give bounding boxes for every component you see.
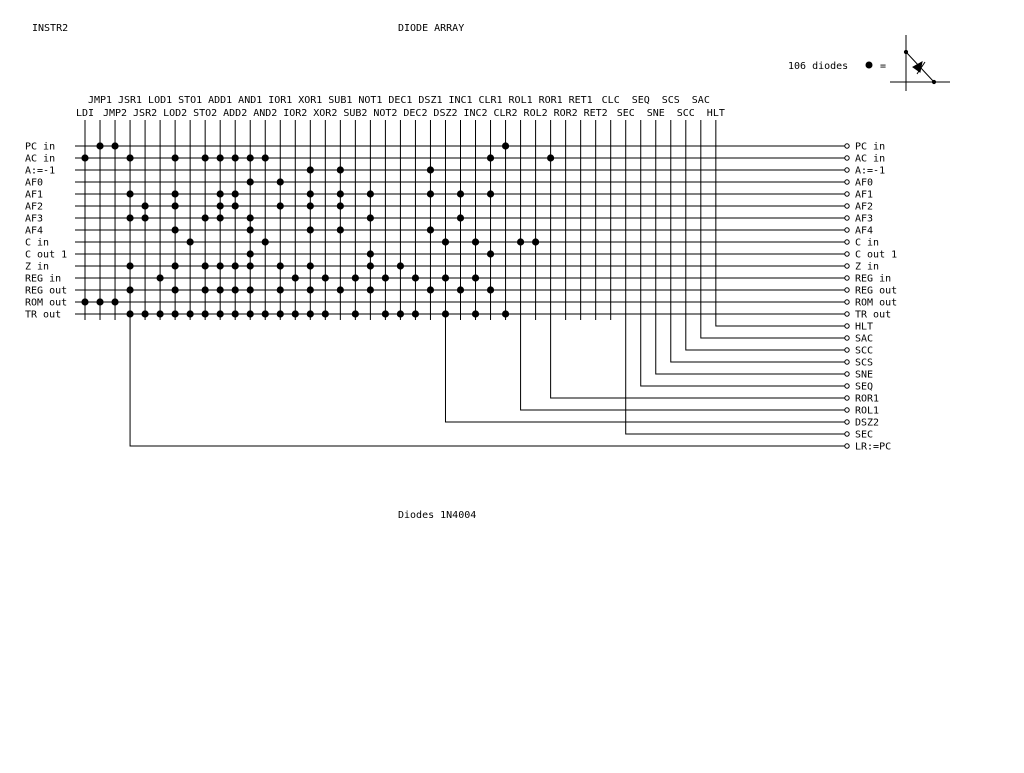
diode-clr2-tr-out	[502, 310, 509, 317]
terminal-af2	[845, 204, 849, 208]
row-label-left-z-in: Z in	[25, 261, 50, 273]
diode-not1-af1	[367, 190, 374, 197]
row-label-right-af4: AF4	[855, 225, 874, 237]
diode-xor1-reg-out	[307, 286, 314, 293]
extra-label-lr-pc: LR:=PC	[855, 441, 892, 453]
diode-xor1-af1	[307, 190, 314, 197]
extra-label-scc: SCC	[855, 345, 874, 357]
diode-dec2-reg-in	[412, 274, 419, 281]
diode-sto2-tr-out	[202, 310, 209, 317]
diode-jmp2-pc-in	[111, 142, 118, 149]
terminal-af4	[845, 228, 849, 232]
diode-clr1-ac-in	[487, 154, 494, 161]
diode-lod1-reg-in	[157, 274, 164, 281]
row-label-right-tr-out: TR out	[855, 309, 892, 321]
column-label-scs: SCS	[661, 95, 680, 106]
column-label-and1: AND1	[238, 95, 263, 106]
diode-sub1-a-1	[337, 166, 344, 173]
row-label-left-af3: AF3	[25, 213, 44, 225]
diode-dsz1-af1	[427, 190, 434, 197]
row-label-right-af1: AF1	[855, 189, 874, 201]
column-label-seq: SEQ	[631, 95, 650, 106]
diode-xor1-af2	[307, 202, 314, 209]
terminal-rom-out	[845, 300, 849, 304]
diode-jmp1-rom-out	[96, 298, 103, 305]
row-label-left-c-in: C in	[25, 237, 50, 249]
diode-jmp2-rom-out	[111, 298, 118, 305]
diode-sub1-af1	[337, 190, 344, 197]
diode-jsr2-af3	[141, 214, 148, 221]
diode-add1-af1	[217, 190, 224, 197]
diode-add1-reg-out	[217, 286, 224, 293]
diode-rol1-c-in	[517, 238, 524, 245]
diode-and1-c-out-1	[247, 250, 254, 257]
column-label-clc: CLC	[601, 95, 620, 106]
diode-sto2-reg-out	[202, 286, 209, 293]
diode-add1-af3	[217, 214, 224, 221]
row-label-left-reg-out: REG out	[25, 285, 68, 297]
column-label-sne: SNE	[646, 108, 665, 119]
terminal-pc-in	[845, 144, 849, 148]
terminal-c-in	[845, 240, 849, 244]
diode-dsz1-a-1	[427, 166, 434, 173]
diode-jsr1-z-in	[126, 262, 133, 269]
row-label-right-c-out-1: C out 1	[855, 249, 898, 261]
diode-lod2-af1	[172, 190, 179, 197]
diode-sub1-af4	[337, 226, 344, 233]
diode-sub2-tr-out	[352, 310, 359, 317]
terminal-a-1	[845, 168, 849, 172]
row-label-right-af0: AF0	[855, 177, 874, 189]
terminal-extra-lr-pc	[845, 444, 849, 448]
diode-ldi-ac-in	[81, 154, 88, 161]
diode-and1-af3	[247, 214, 254, 221]
diode-inc2-reg-in	[472, 274, 479, 281]
diode-xor2-reg-in	[322, 274, 329, 281]
legend-dot	[866, 62, 873, 69]
diode-xor1-af4	[307, 226, 314, 233]
row-label-right-a-1: A:=-1	[855, 165, 886, 177]
diode-and2-tr-out	[262, 310, 269, 317]
diode-and1-reg-out	[247, 286, 254, 293]
diode-xor2-tr-out	[322, 310, 329, 317]
diode-ior1-af0	[277, 178, 284, 185]
diode-lod2-tr-out	[172, 310, 179, 317]
column-label-ror1: ROR1	[538, 95, 563, 106]
diode-jsr1-reg-out	[126, 286, 133, 293]
row-label-left-c-out-1: C out 1	[25, 249, 68, 261]
extra-label-hlt: HLT	[855, 321, 874, 333]
column-label-jmp1: JMP1	[87, 95, 113, 106]
diode-ior1-z-in	[277, 262, 284, 269]
extra-label-scs: SCS	[855, 357, 874, 369]
column-label-sto1: STO1	[178, 95, 203, 106]
diode-inc1-af1	[457, 190, 464, 197]
diode-xor1-z-in	[307, 262, 314, 269]
diode-add2-reg-out	[232, 286, 239, 293]
row-label-left-a-1: A:=-1	[25, 165, 56, 177]
terminal-extra-sec	[845, 432, 849, 436]
diode-ior2-tr-out	[292, 310, 299, 317]
diode-jsr1-tr-out	[126, 310, 133, 317]
column-label-xor1: XOR1	[298, 95, 323, 106]
diode-add1-ac-in	[217, 154, 224, 161]
terminal-extra-rol1	[845, 408, 849, 412]
diode-dec2-tr-out	[412, 310, 419, 317]
column-label-add2: ADD2	[223, 108, 248, 119]
diode-add2-z-in	[232, 262, 239, 269]
sheet-title-left: INSTR2	[32, 23, 69, 34]
column-label-dsz1: DSZ1	[418, 95, 443, 106]
diode-dec1-z-in	[397, 262, 404, 269]
diode-lod2-reg-out	[172, 286, 179, 293]
diode-ldi-rom-out	[81, 298, 88, 305]
row-label-right-af2: AF2	[855, 201, 874, 213]
column-label-ior1: IOR1	[268, 95, 293, 106]
row-label-left-af2: AF2	[25, 201, 44, 213]
terminal-extra-ror1	[845, 396, 849, 400]
row-label-left-af0: AF0	[25, 177, 44, 189]
terminal-extra-sac	[845, 336, 849, 340]
column-label-ret2: RET2	[583, 108, 608, 119]
row-label-right-c-in: C in	[855, 237, 880, 249]
column-label-hlt: HLT	[706, 108, 725, 119]
diode-add2-af1	[232, 190, 239, 197]
terminal-ac-in	[845, 156, 849, 160]
diode-lod1-tr-out	[157, 310, 164, 317]
terminal-extra-scs	[845, 360, 849, 364]
column-label-sec: SEC	[616, 108, 635, 119]
row-label-right-reg-out: REG out	[855, 285, 898, 297]
diode-not1-z-in	[367, 262, 374, 269]
column-label-inc2: INC2	[463, 108, 488, 119]
diode-dsz2-c-in	[442, 238, 449, 245]
diode-jsr1-af3	[126, 214, 133, 221]
extra-label-dsz2: DSZ2	[855, 417, 880, 429]
diode-not1-c-out-1	[367, 250, 374, 257]
diode-lod2-z-in	[172, 262, 179, 269]
extra-label-seq: SEQ	[855, 381, 874, 393]
column-label-jsr1: JSR1	[118, 95, 143, 106]
diode-sub1-reg-out	[337, 286, 344, 293]
diode-sto2-ac-in	[202, 154, 209, 161]
terminal-af3	[845, 216, 849, 220]
diode-jsr1-ac-in	[126, 154, 133, 161]
row-label-right-pc-in: PC in	[855, 141, 886, 153]
diode-dsz2-tr-out	[442, 310, 449, 317]
extra-label-sac: SAC	[855, 333, 874, 345]
diode-dsz1-reg-out	[427, 286, 434, 293]
diode-lod2-ac-in	[172, 154, 179, 161]
terminal-extra-seq	[845, 384, 849, 388]
column-label-lod1: LOD1	[148, 95, 173, 106]
terminal-af0	[845, 180, 849, 184]
terminal-tr-out	[845, 312, 849, 316]
column-label-ror2: ROR2	[553, 108, 578, 119]
diode-clr2-pc-in	[502, 142, 509, 149]
column-label-jsr2: JSR2	[133, 108, 158, 119]
row-label-right-z-in: Z in	[855, 261, 880, 273]
diode-and1-ac-in	[247, 154, 254, 161]
row-label-left-pc-in: PC in	[25, 141, 56, 153]
row-label-left-ac-in: AC in	[25, 153, 56, 165]
diode-clr1-reg-out	[487, 286, 494, 293]
diode-add2-ac-in	[232, 154, 239, 161]
diode-ior1-tr-out	[277, 310, 284, 317]
diode-and1-af0	[247, 178, 254, 185]
column-label-xor2: XOR2	[313, 108, 338, 119]
diode-ior2-reg-in	[292, 274, 299, 281]
row-label-left-reg-in: REG in	[25, 273, 62, 285]
terminal-extra-hlt	[845, 324, 849, 328]
diode-ior1-af2	[277, 202, 284, 209]
column-label-add1: ADD1	[208, 95, 233, 106]
diode-not2-reg-in	[382, 274, 389, 281]
diode-and1-af4	[247, 226, 254, 233]
diode-and2-ac-in	[262, 154, 269, 161]
diode-clr1-c-out-1	[487, 250, 494, 257]
row-label-left-tr-out: TR out	[25, 309, 62, 321]
column-label-not2: NOT2	[373, 108, 398, 119]
diode-add2-af2	[232, 202, 239, 209]
column-label-not1: NOT1	[358, 95, 383, 106]
diode-add2-tr-out	[232, 310, 239, 317]
diode-sto2-af3	[202, 214, 209, 221]
diode-dec1-tr-out	[397, 310, 404, 317]
legend-count: 106 diodes	[788, 61, 849, 72]
column-label-dsz2: DSZ2	[433, 108, 458, 119]
column-label-rol2: ROL2	[523, 108, 548, 119]
diode-inc1-af3	[457, 214, 464, 221]
column-label-sub2: SUB2	[343, 108, 368, 119]
row-label-left-af1: AF1	[25, 189, 44, 201]
diode-rol2-c-in	[532, 238, 539, 245]
terminal-extra-dsz2	[845, 420, 849, 424]
legend-equals: =	[880, 61, 887, 72]
diode-ror1-ac-in	[547, 154, 554, 161]
column-label-clr1: CLR1	[478, 95, 503, 106]
row-label-right-af3: AF3	[855, 213, 874, 225]
row-label-left-rom-out: ROM out	[25, 297, 68, 309]
column-label-sub1: SUB1	[328, 95, 353, 106]
terminal-reg-in	[845, 276, 849, 280]
diode-xor1-a-1	[307, 166, 314, 173]
diode-jsr2-tr-out	[141, 310, 148, 317]
column-label-lod2: LOD2	[163, 108, 188, 119]
diode-and1-tr-out	[247, 310, 254, 317]
diode-sub1-af2	[337, 202, 344, 209]
column-label-and2: AND2	[253, 108, 278, 119]
diode-not2-tr-out	[382, 310, 389, 317]
column-label-jmp2: JMP2	[102, 108, 128, 119]
column-label-inc1: INC1	[448, 95, 473, 106]
row-label-right-rom-out: ROM out	[855, 297, 898, 309]
column-label-sto2: STO2	[193, 108, 218, 119]
extra-label-ror1: ROR1	[855, 393, 880, 405]
diode-add1-af2	[217, 202, 224, 209]
column-label-dec2: DEC2	[403, 108, 428, 119]
diode-jmp1-pc-in	[96, 142, 103, 149]
terminal-extra-sne	[845, 372, 849, 376]
diode-add1-z-in	[217, 262, 224, 269]
extra-label-sne: SNE	[855, 369, 874, 381]
diode-sub2-reg-in	[352, 274, 359, 281]
diode-xor1-tr-out	[307, 310, 314, 317]
diode-lod2-af2	[172, 202, 179, 209]
diode-add1-tr-out	[217, 310, 224, 317]
terminal-z-in	[845, 264, 849, 268]
extra-label-sec: SEC	[855, 429, 874, 441]
row-label-left-af4: AF4	[25, 225, 44, 237]
diode-sto1-tr-out	[187, 310, 194, 317]
diode-sto2-z-in	[202, 262, 209, 269]
column-label-rol1: ROL1	[508, 95, 533, 106]
diode-lod2-af4	[172, 226, 179, 233]
column-label-ior2: IOR2	[283, 108, 308, 119]
terminal-af1	[845, 192, 849, 196]
terminal-c-out-1	[845, 252, 849, 256]
extra-label-rol1: ROL1	[855, 405, 880, 417]
diode-jsr2-af2	[141, 202, 148, 209]
row-label-right-reg-in: REG in	[855, 273, 892, 285]
column-label-dec1: DEC1	[388, 95, 413, 106]
diode-inc2-tr-out	[472, 310, 479, 317]
diode-inc2-c-in	[472, 238, 479, 245]
sheet-title-center: DIODE ARRAY	[398, 23, 465, 34]
column-label-ldi: LDI	[75, 108, 95, 119]
diode-and2-c-in	[262, 238, 269, 245]
footer-note: Diodes 1N4004	[398, 510, 477, 521]
column-label-sac: SAC	[691, 95, 710, 106]
diode-and1-z-in	[247, 262, 254, 269]
column-label-scc: SCC	[676, 108, 695, 119]
terminal-reg-out	[845, 288, 849, 292]
column-label-ret1: RET1	[568, 95, 593, 106]
diode-ior1-reg-out	[277, 286, 284, 293]
column-label-clr2: CLR2	[493, 108, 518, 119]
diode-jsr1-af1	[126, 190, 133, 197]
diode-not1-reg-out	[367, 286, 374, 293]
diode-sto1-c-in	[187, 238, 194, 245]
diode-dsz1-af4	[427, 226, 434, 233]
terminal-extra-scc	[845, 348, 849, 352]
row-label-right-ac-in: AC in	[855, 153, 886, 165]
diode-clr1-af1	[487, 190, 494, 197]
diode-not1-af3	[367, 214, 374, 221]
diode-inc1-reg-out	[457, 286, 464, 293]
diode-dsz2-reg-in	[442, 274, 449, 281]
